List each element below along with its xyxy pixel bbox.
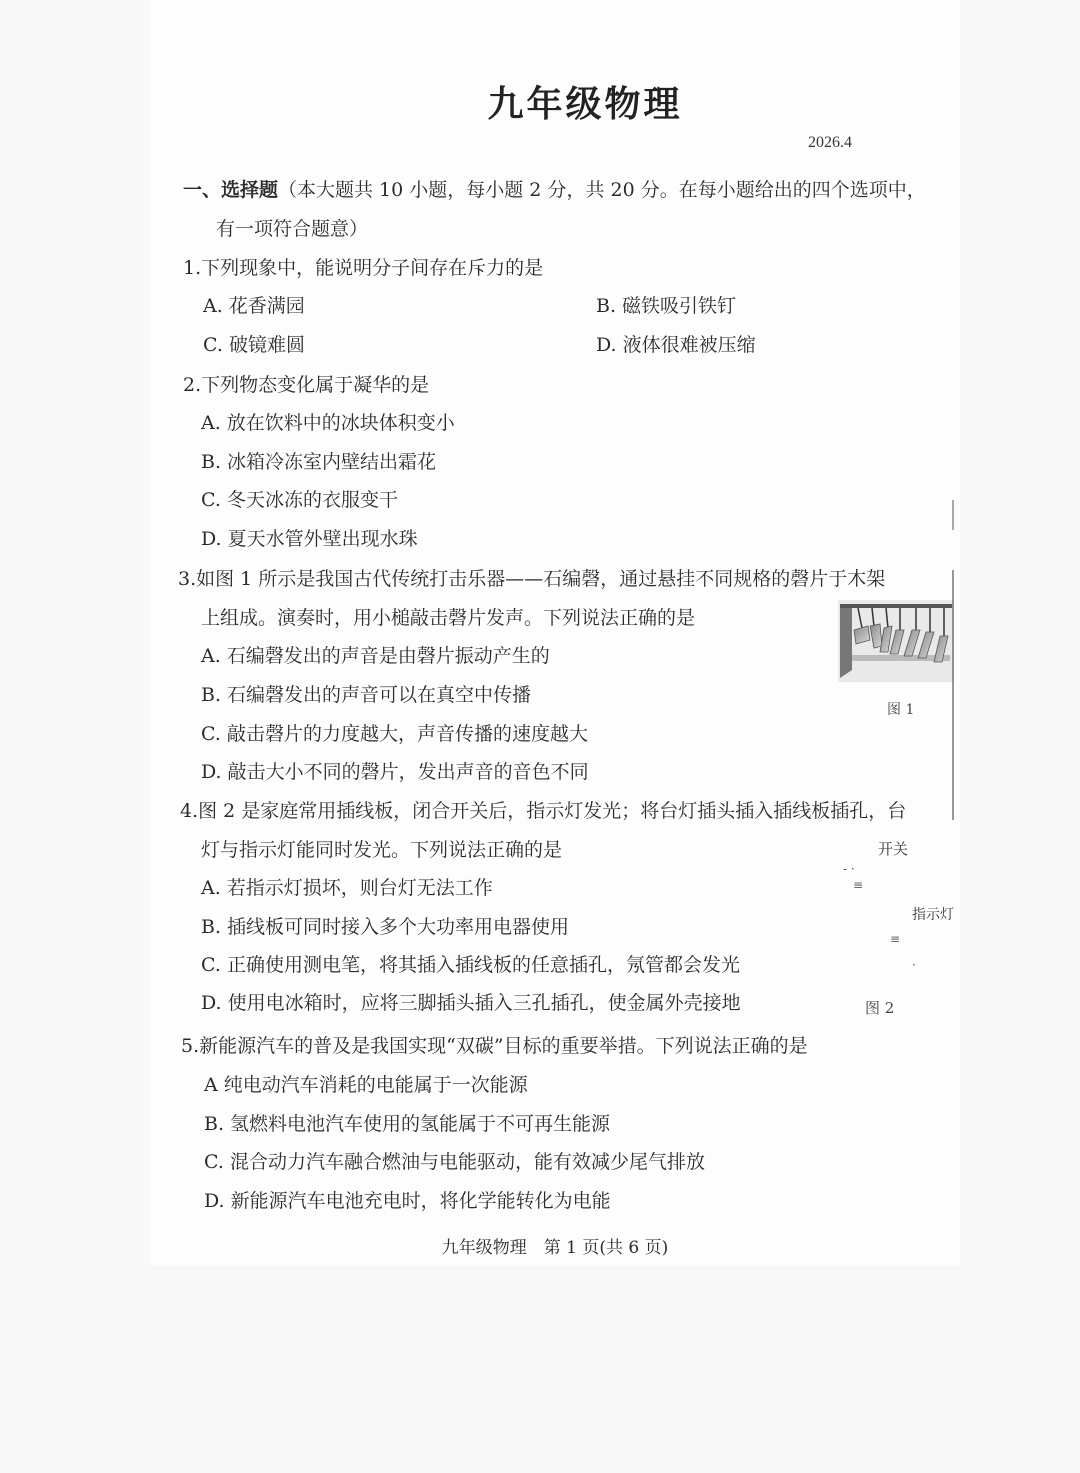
page-footer: 九年级物理 第 1 页(共 6 页)	[441, 1238, 669, 1258]
question-5-option-d: D. 新能源汽车电池充电时，将化学能转化为电能	[204, 1190, 611, 1212]
question-4-option-c: C. 正确使用测电笔，将其插入插线板的任意插孔，氖管都会发光	[201, 954, 740, 976]
question-4-option-d: D. 使用电冰箱时，应将三脚插头插入三孔插孔，使金属外壳接地	[201, 992, 741, 1014]
scan-edge-line	[952, 570, 954, 820]
stone-chime-figure	[838, 600, 954, 682]
question-3-option-a: A. 石编磬发出的声音是由磬片振动产生的	[201, 645, 550, 667]
exam-title: 九年级物理	[487, 84, 683, 125]
question-3-option-c: C. 敲击磬片的力度越大，声音传播的速度越大	[201, 723, 588, 745]
section-instruction: （本大题共 10 小题，每小题 2 分，共 20 分。在每小题给出的四个选项中，	[278, 179, 926, 201]
figure-2-switch-label: 开关	[878, 840, 909, 858]
question-4-option-b: B. 插线板可同时接入多个大功率用电器使用	[201, 916, 570, 938]
question-1-stem: 1.下列现象中，能说明分子间存在斥力的是	[183, 257, 544, 279]
question-1-option-c: C. 破镜难圆	[203, 334, 305, 356]
question-4-stem-line1: 4.图 2 是家庭常用插线板，闭合开关后，指示灯发光；将台灯插头插入插线板插孔，台	[180, 800, 907, 822]
figure-2-mark: - ·	[843, 862, 855, 876]
question-2-option-a: A. 放在饮料中的冰块体积变小	[201, 412, 455, 434]
figure-2-mark: ≡	[890, 932, 901, 946]
figure-2-label: 图 2	[865, 999, 895, 1017]
scan-edge-line	[952, 500, 954, 530]
question-1-option-a: A. 花香满园	[203, 295, 305, 317]
question-5-option-b: B. 氢燃料电池汽车使用的氢能属于不可再生能源	[204, 1113, 611, 1135]
question-4-stem-line2: 灯与指示灯能同时发光。下列说法正确的是	[201, 839, 563, 861]
question-5-stem: 5.新能源汽车的普及是我国实现“双碳”目标的重要举措。下列说法正确的是	[181, 1035, 808, 1057]
question-2-option-c: C. 冬天冰冻的衣服变干	[201, 489, 398, 511]
question-2-option-b: B. 冰箱冷冻室内壁结出霜花	[201, 451, 437, 473]
question-3-stem-line1: 3.如图 1 所示是我国古代传统打击乐器——石编磬，通过悬挂不同规格的磬片于木架	[178, 568, 886, 590]
exam-date: 2026.4	[808, 134, 852, 151]
question-3-option-b: B. 石编磬发出的声音可以在真空中传播	[201, 684, 532, 706]
figure-2-mark: ·	[912, 958, 916, 972]
question-5-option-a: A 纯电动汽车消耗的电能属于一次能源	[204, 1074, 528, 1096]
question-1-option-d: D. 液体很难被压缩	[596, 334, 756, 356]
question-2-option-d: D. 夏天水管外壁出现水珠	[201, 528, 418, 550]
figure-2-indicator-label: 指示灯	[912, 907, 954, 923]
figure-1-label: 图 1	[887, 702, 915, 718]
question-3-stem-line2: 上组成。演奏时，用小槌敲击磬片发声。下列说法正确的是	[201, 607, 696, 629]
section-heading-line	[183, 175, 926, 202]
section-instruction-cont: 有一项符合题意）	[216, 218, 369, 240]
question-1-option-b: B. 磁铁吸引铁钉	[596, 295, 737, 317]
question-4-option-a: A. 若指示灯损坏，则台灯无法工作	[201, 877, 493, 899]
question-5-option-c: C. 混合动力汽车融合燃油与电能驱动，能有效减少尾气排放	[204, 1151, 705, 1173]
figure-2-mark: ≡	[853, 878, 864, 892]
section-heading: 一、选择题	[183, 179, 279, 201]
question-2-stem: 2.下列物态变化属于凝华的是	[183, 374, 430, 396]
question-3-option-d: D. 敲击大小不同的磬片，发出声音的音色不同	[201, 761, 589, 783]
